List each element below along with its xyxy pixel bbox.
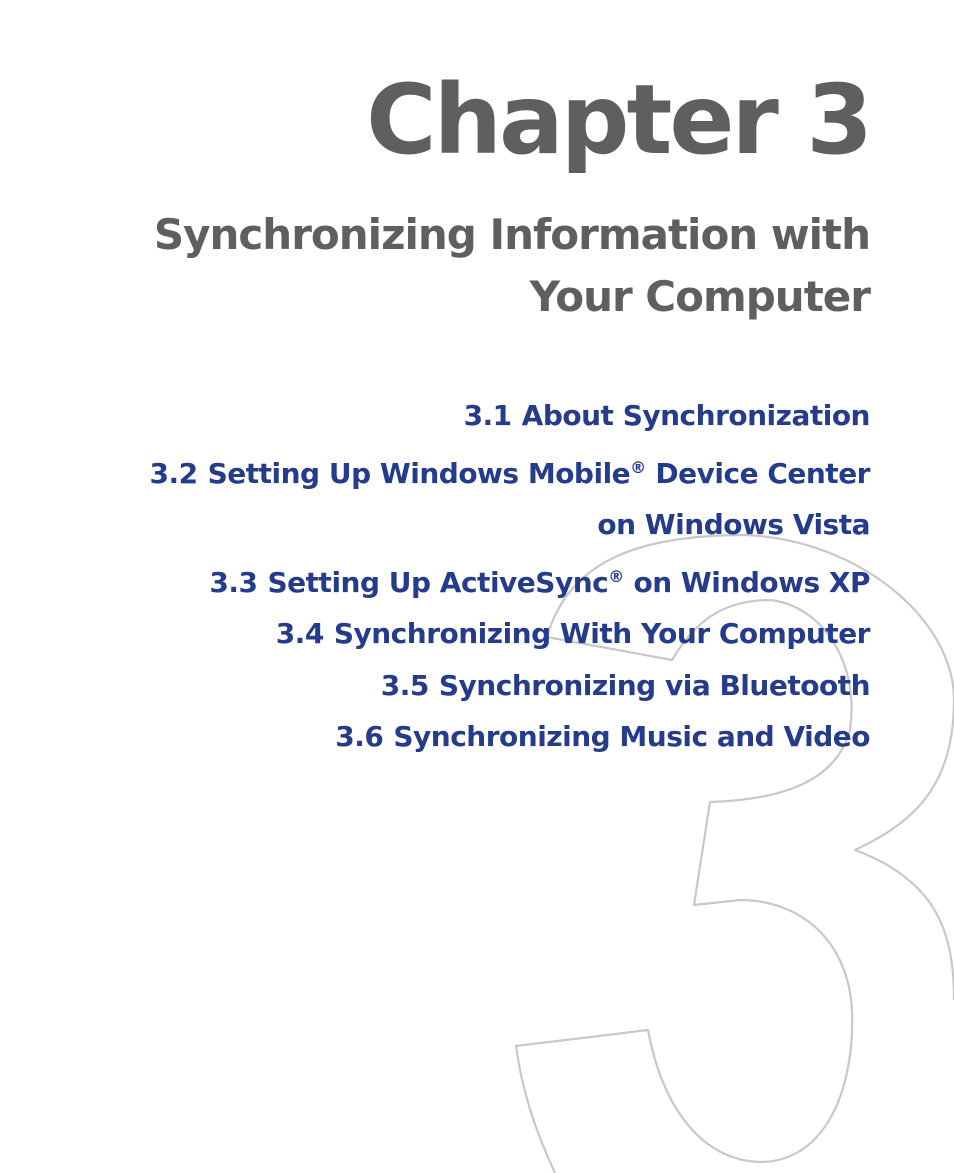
toc-item-title: Synchronizing via Bluetooth [438,668,870,702]
toc-item-number: 3.2 [149,456,198,490]
chapter-subtitle-line-2: Your Computer [529,272,870,321]
registered-mark: ® [608,566,625,586]
chapter-subtitle [70,204,870,328]
toc-item-number: 3.6 [335,720,384,753]
toc-item-3-6[interactable] [50,711,870,763]
toc-item-3-3[interactable] [50,551,870,609]
toc-item-title-continued: on Windows Vista [597,508,870,541]
table-of-contents [50,390,870,763]
chapter-subtitle-line-1: Synchronizing Information with [153,210,870,259]
toc-item-number: 3.4 [275,617,324,650]
toc-item-title: About Synchronization [521,399,870,432]
toc-item-number: 3.1 [463,399,512,432]
toc-item-number: 3.5 [380,668,429,702]
toc-item-3-2[interactable] [50,442,870,500]
toc-item-number: 3.3 [209,565,258,599]
toc-item-title-end: Device Center [646,456,870,490]
toc-item-3-4[interactable] [50,608,870,660]
toc-item-3-5[interactable] [50,660,870,712]
toc-item-title: Setting Up Windows Mobile [207,456,631,490]
toc-item-title: Synchronizing Music and Video [393,720,870,753]
chapter-title: Chapter 3 [366,64,870,176]
toc-item-title: Synchronizing With Your Computer [333,617,870,650]
toc-item-title-end: on Windows XP [624,565,870,599]
toc-item-3-1[interactable] [50,390,870,442]
toc-item-title: Setting Up ActiveSync [267,565,609,599]
registered-mark: ® [630,457,647,477]
toc-item-3-2-continued[interactable] [50,499,870,551]
